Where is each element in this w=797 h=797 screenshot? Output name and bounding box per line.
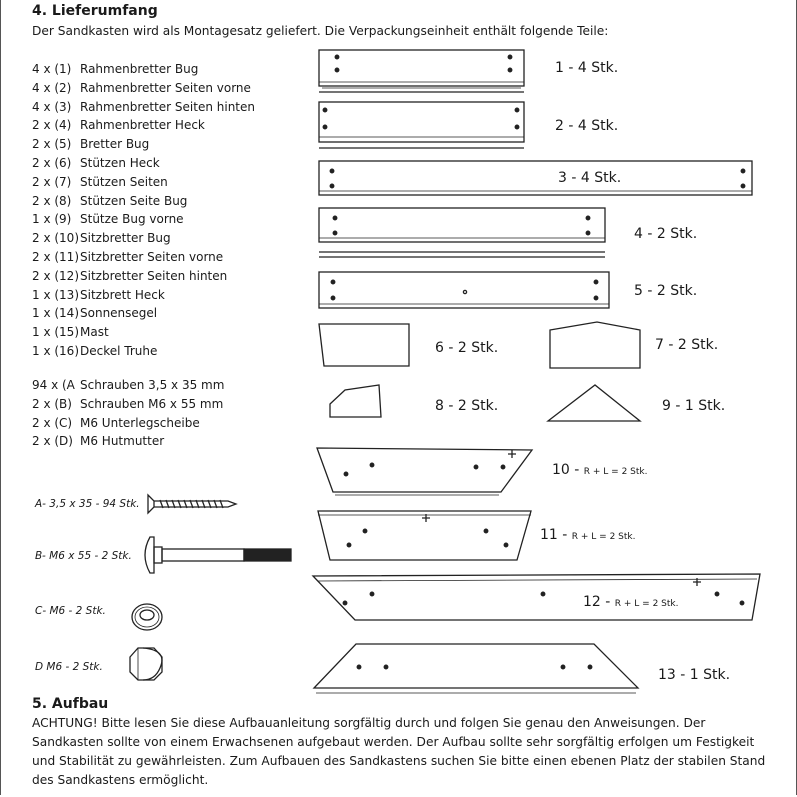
part-name: Sonnensegel xyxy=(80,306,158,321)
hardware-qty: 94 x (A xyxy=(32,378,75,392)
part-name: Stütze Bug vorne xyxy=(80,212,184,227)
board-4-drawing xyxy=(319,208,605,257)
label-part-10: 10 - R + L = 2 Stk. xyxy=(552,462,648,478)
part-qty: 1 x (15) xyxy=(32,325,79,340)
part-qty: 2 x (8) xyxy=(32,193,72,208)
board-1-drawing xyxy=(319,50,524,92)
part-qty: 2 x (10) xyxy=(32,231,79,246)
board-5-drawing xyxy=(319,272,609,308)
part-name: Rahmenbretter Seiten vorne xyxy=(80,80,251,95)
part-name: Deckel Truhe xyxy=(80,343,158,358)
label-part-11: 11 - R + L = 2 Stk. xyxy=(540,527,636,543)
label-part-7: 7 - 2 Stk. xyxy=(655,337,719,353)
screw-a-drawing xyxy=(148,495,236,513)
part-qty: 2 x (12) xyxy=(32,268,79,283)
part-6-drawing xyxy=(319,324,409,366)
part-qty: 4 x (1) xyxy=(32,62,72,76)
part-7-drawing xyxy=(550,322,640,368)
label-part-4: 4 - 2 Stk. xyxy=(634,226,698,242)
label-part-5: 5 - 2 Stk. xyxy=(634,283,698,299)
label-part-12-sub: R + L = 2 Stk. xyxy=(614,599,679,609)
hardware-name: Schrauben 3,5 x 35 mm xyxy=(80,378,225,392)
label-part-10-sub: R + L = 2 Stk. xyxy=(583,467,648,477)
label-part-1: 1 - 4 Stk. xyxy=(555,60,619,76)
part-qty: 2 x (11) xyxy=(32,249,79,264)
part-qty: 2 x (5) xyxy=(32,137,72,152)
bolt-b-drawing xyxy=(145,537,291,573)
label-part-9: 9 - 1 Stk. xyxy=(662,398,726,414)
part-qty: 1 x (9) xyxy=(32,212,72,227)
board-2-drawing xyxy=(319,102,524,148)
label-part-8: 8 - 2 Stk. xyxy=(435,398,499,414)
part-name: Rahmenbretter Seiten hinten xyxy=(80,99,256,114)
intro-text: Der Sandkasten wird als Montagesatz geliefert. Die Verpackungseinheit enthält folgende Teile: xyxy=(32,24,609,38)
part-name: Stützen Heck xyxy=(80,155,160,170)
cap-nut-d-drawing xyxy=(130,648,162,680)
part-name: Rahmenbretter Heck xyxy=(80,118,205,133)
hardware-qty: 2 x (D) xyxy=(32,434,73,449)
section-5-heading: 5. Aufbau xyxy=(32,696,109,712)
label-part-3: 3 - 4 Stk. xyxy=(558,170,622,186)
hardware-qty: 2 x (B) xyxy=(32,396,72,411)
part-qty: 1 x (16) xyxy=(32,343,79,358)
label-bolt-b: B- M6 x 55 - 2 Stk. xyxy=(35,550,132,562)
label-part-11-sub: R + L = 2 Stk. xyxy=(571,532,636,542)
part-12-drawing xyxy=(313,574,760,620)
hardware-name: M6 Hutmutter xyxy=(80,434,165,449)
part-name: Sitzbretter Bug xyxy=(80,231,171,246)
part-name: Mast xyxy=(80,325,109,340)
part-11-drawing xyxy=(318,511,531,560)
part-qty: 4 x (3) xyxy=(32,99,72,114)
part-qty: 1 x (13) xyxy=(32,287,79,302)
part-qty: 2 x (7) xyxy=(32,174,72,189)
label-part-13: 13 - 1 Stk. xyxy=(658,667,731,683)
section-4-heading: 4. Lieferumfang xyxy=(32,3,158,19)
part-8-drawing xyxy=(330,385,381,417)
part-name: Stützen Seiten xyxy=(80,174,168,189)
label-part-12: 12 - R + L = 2 Stk. xyxy=(583,594,679,610)
hardware-name: M6 Unterlegscheibe xyxy=(80,415,200,430)
washer-c-drawing xyxy=(132,604,162,630)
part-9-drawing xyxy=(548,385,640,421)
label-part-2: 2 - 4 Stk. xyxy=(555,118,619,134)
label-washer-c: C- M6 - 2 Stk. xyxy=(35,605,106,617)
part-name: Sitzbretter Seiten hinten xyxy=(80,268,228,283)
hardware-qty: 2 x (C) xyxy=(32,415,73,430)
part-qty: 4 x (2) xyxy=(32,80,72,95)
label-screw-a: A- 3,5 x 35 - 94 Stk. xyxy=(35,498,140,510)
part-name: Rahmenbretter Bug xyxy=(80,62,199,76)
label-part-6: 6 - 2 Stk. xyxy=(435,340,499,356)
part-name: Sitzbretter Seiten vorne xyxy=(80,249,224,264)
part-name: Sitzbrett Heck xyxy=(80,287,165,302)
board-3-drawing xyxy=(319,161,752,195)
part-qty: 2 x (4) xyxy=(32,118,72,133)
part-qty: 2 x (6) xyxy=(32,155,72,170)
part-name: Stützen Seite Bug xyxy=(80,193,188,208)
label-cap-nut-d: D M6 - 2 Stk. xyxy=(35,661,103,673)
part-name: Bretter Bug xyxy=(80,137,150,152)
part-10-drawing xyxy=(317,448,532,495)
aufbau-text: ACHTUNG! Bitte lesen Sie diese Aufbauanleitung sorgfältig durch und folgen Sie genau den Anweisungen. Der Sandkasten sollte von einem Erwachsenen aufgebaut werden. Der Aufbau sollte sehr sorgfältig erfolgen um Festigkeit und Stabilität zu gewährleisten. Zum Aufbauen des Sandkastens suchen Sie bitte einen ebenen Platz der stabilen Stand des Sandkastens ermöglicht. xyxy=(32,716,766,787)
part-qty: 1 x (14) xyxy=(32,306,79,321)
hardware-name: Schrauben M6 x 55 mm xyxy=(80,396,224,411)
part-13-drawing xyxy=(314,644,638,693)
